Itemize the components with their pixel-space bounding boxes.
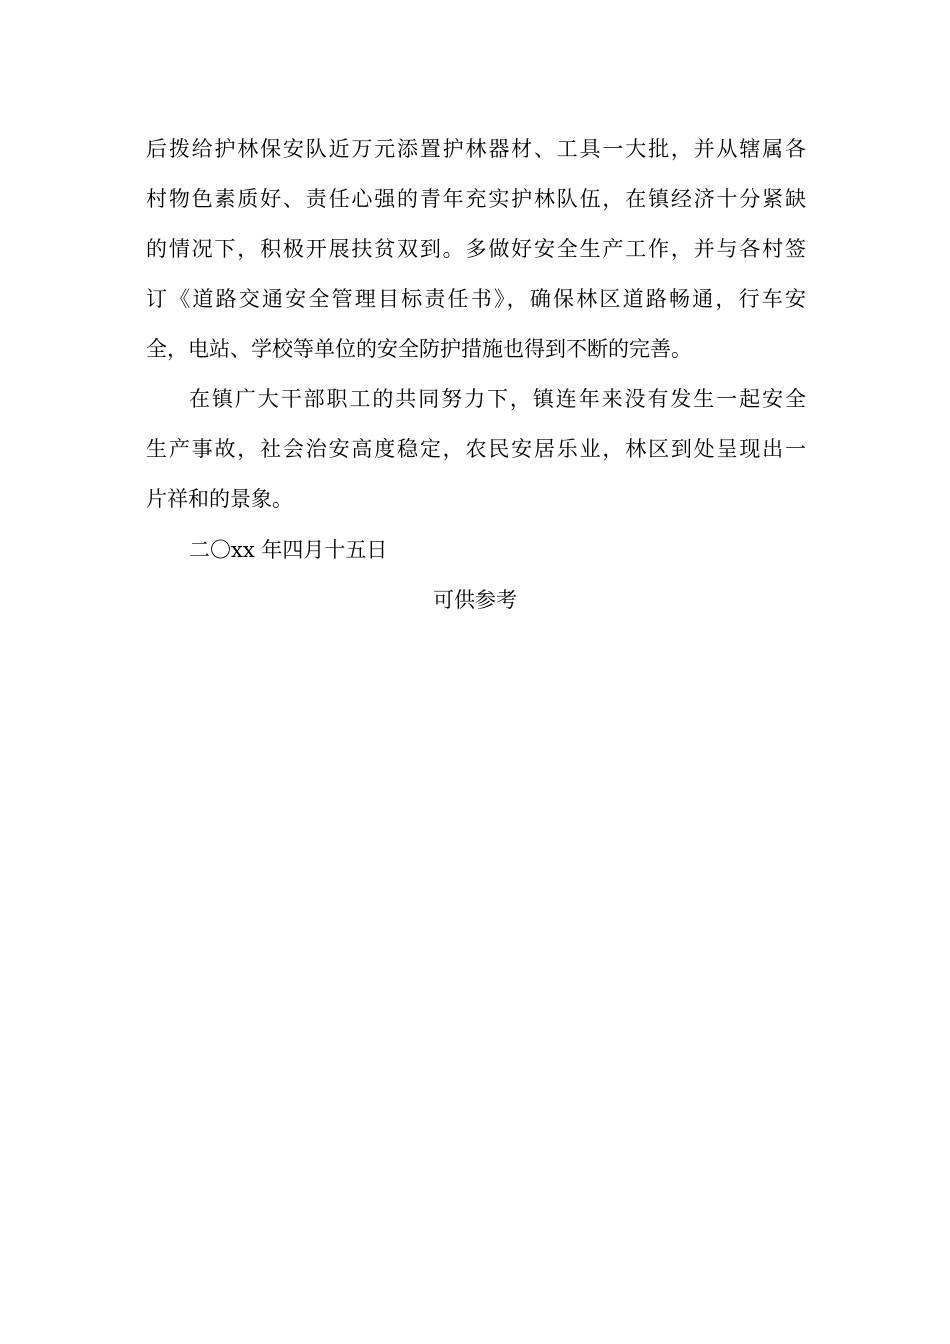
paragraph-1-line-5: 全，电站、学校等单位的安全防护措施也得到不断的完善。 <box>146 337 692 361</box>
paragraph-2-line-2: 生产事故，社会治安高度稳定，农民安居乐业，林区到处呈现出一 <box>146 437 806 461</box>
paragraph-1-line-4: 订《道路交通安全管理目标责任书》，确保林区道路畅通，行车安 <box>146 287 806 311</box>
footer-note: 可供参考 <box>433 588 517 612</box>
document-body <box>146 124 806 524</box>
paragraph-1-line-2: 村物色素质好、责任心强的青年充实护林队伍，在镇经济十分紧缺 <box>146 187 806 211</box>
paragraph-2-line-1: 在镇广大干部职工的共同努力下，镇连年来没有发生一起安全 <box>189 387 806 411</box>
document-date: 二〇xx 年四月十五日 <box>189 538 388 562</box>
paragraph-1-line-1: 后拨给护林保安队近万元添置护林器材、工具一大批，并从辖属各 <box>146 137 806 161</box>
paragraph-1-line-3: 的情况下，积极开展扶贫双到。多做好安全生产工作，并与各村签 <box>146 237 806 261</box>
paragraph-2-line-3: 片祥和的景象。 <box>146 487 293 511</box>
